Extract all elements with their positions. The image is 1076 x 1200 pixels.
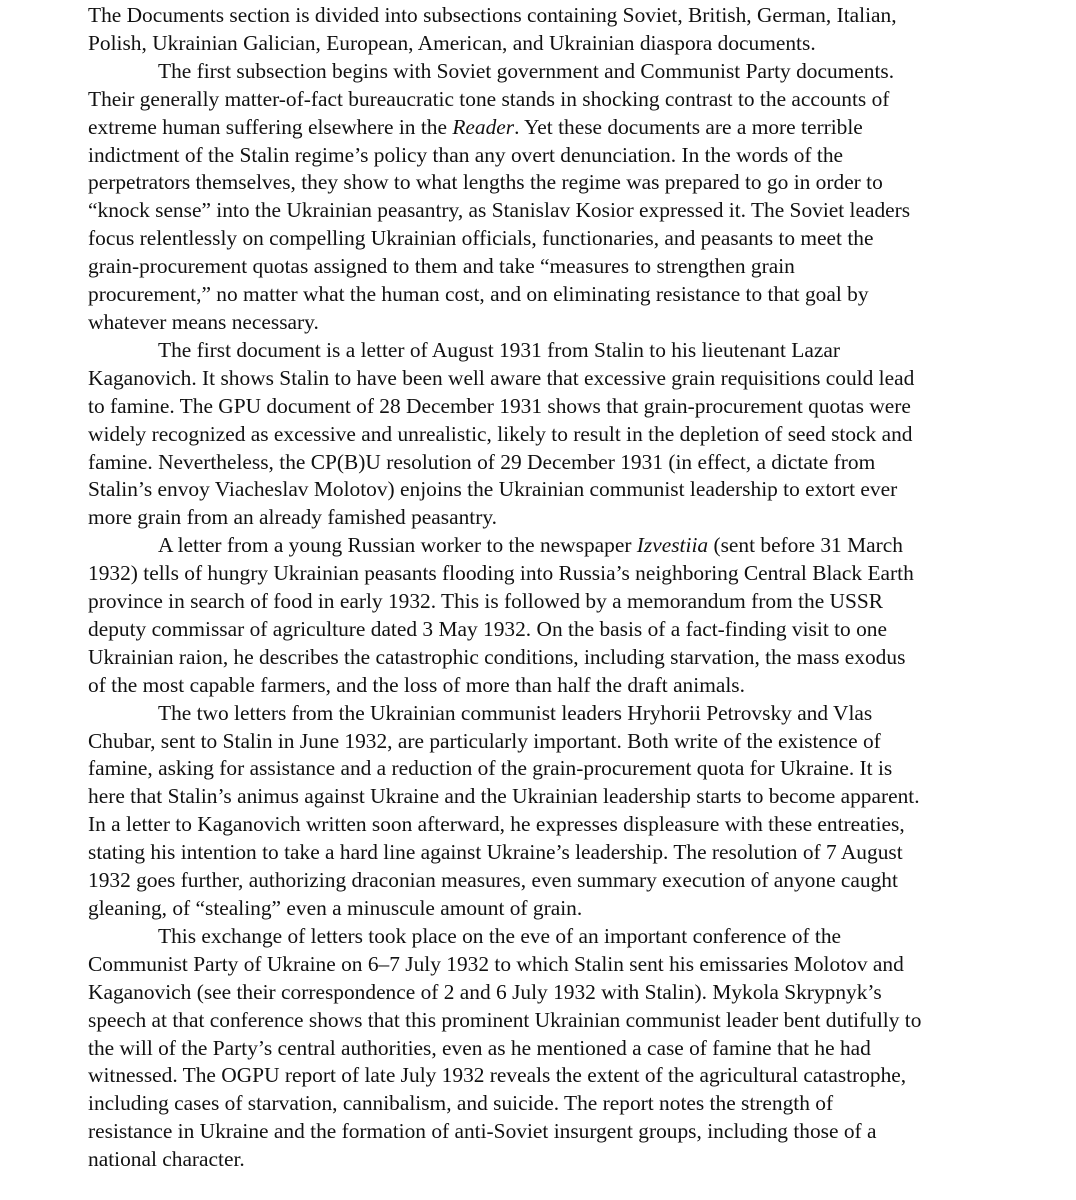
text-run: The Documents section is divided into subsections containing Soviet, British, German, Italian, xyxy=(88,3,897,27)
text-run: 1932 goes further, authorizing draconian measures, even summary execution of anyone caught xyxy=(88,868,898,893)
text-run: In a letter to Kaganovich written soon afterward, he expresses displeasure with these entreaties, xyxy=(88,812,905,837)
text-line xyxy=(88,1035,1028,1063)
text-run: gleaning, of “stealing” even a minuscule amount of grain. xyxy=(88,896,583,920)
text-run: stating his intention to take a hard line against Ukraine’s leadership. The resolution of 7 August xyxy=(88,840,903,865)
text-line xyxy=(88,197,1028,225)
text-run: widely recognized as excessive and unrealistic, likely to result in the depletion of seed stock and xyxy=(88,421,913,446)
text-run: Chubar, sent to Stalin in June 1932, are particularly important. Both write of the existence of xyxy=(88,728,881,753)
text-line xyxy=(88,672,1028,700)
text-run: whatever means necessary. xyxy=(88,309,319,334)
text-line xyxy=(88,616,1028,644)
text-run: witnessed. The OGPU report of late July 1932 reveals the extent of the agricultural catastrophe, xyxy=(88,1063,907,1088)
text-run: of the most capable farmers, and the loss of more than half the draft animals. xyxy=(88,672,745,697)
text-run: Their generally matter-of-fact bureaucratic tone stands in shocking contrast to the accounts of xyxy=(88,86,890,111)
text-line xyxy=(88,169,1028,197)
body-paragraph xyxy=(88,2,1028,58)
text-run: “knock sense” into the Ukrainian peasantry, as Stanislav Kosior expressed it. The Soviet leaders xyxy=(88,198,911,223)
text-line xyxy=(88,114,1028,142)
text-run: (sent before 31 March xyxy=(708,533,903,558)
italic-title: Reader xyxy=(452,114,515,139)
text-line xyxy=(88,58,1028,86)
italic-title: Izvestiia xyxy=(636,533,709,558)
text-line xyxy=(88,644,1028,672)
text-run: famine. Nevertheless, the CP(B)U resolution of 29 December 1931 (in effect, a dictate from xyxy=(88,449,876,474)
text-line xyxy=(88,86,1028,114)
text-line xyxy=(88,449,1028,477)
text-line xyxy=(88,951,1028,979)
text-line xyxy=(88,783,1028,811)
text-run: procurement,” no matter what the human cost, and on eliminating resistance to that goal by xyxy=(88,282,869,307)
text-line xyxy=(88,588,1028,616)
text-run: . Yet these documents are a more terrible xyxy=(514,114,863,139)
text-line xyxy=(88,225,1028,253)
text-line xyxy=(88,700,1028,728)
text-line xyxy=(88,1146,1028,1174)
text-line xyxy=(88,365,1028,393)
body-paragraph xyxy=(88,700,1028,923)
text-line xyxy=(88,253,1028,281)
text-line xyxy=(88,728,1028,756)
body-paragraph xyxy=(88,923,1028,1174)
text-run: grain-procurement quotas assigned to them and take “measures to strengthen grain xyxy=(88,254,795,279)
text-run: 1932) tells of hungry Ukrainian peasants flooding into Russia’s neighboring Central Black Earth xyxy=(88,561,914,586)
text-line xyxy=(88,923,1028,951)
text-run: resistance in Ukraine and the formation of anti-Soviet insurgent groups, including those of a xyxy=(88,1119,877,1144)
text-run: national character. xyxy=(88,1147,245,1172)
text-line xyxy=(88,30,1028,58)
text-line xyxy=(88,1090,1028,1118)
text-line xyxy=(88,309,1028,337)
text-run: The first document is a letter of August 1931 from Stalin to his lieutenant Lazar xyxy=(158,337,840,362)
text-line xyxy=(88,560,1028,588)
text-run: to famine. The GPU document of 28 December 1931 shows that grain-procurement quotas were xyxy=(88,393,911,418)
text-run: the will of the Party’s central authorities, even as he mentioned a case of famine that he had xyxy=(88,1035,871,1060)
text-line xyxy=(88,281,1028,309)
text-run: deputy commissar of agriculture dated 3 May 1932. On the basis of a fact-finding visit to one xyxy=(88,616,887,641)
text-run: The two letters from the Ukrainian communist leaders Hryhorii Petrovsky and Vlas xyxy=(158,700,873,725)
text-run: Ukrainian raion, he describes the catastrophic conditions, including starvation, the mass exodus xyxy=(88,644,906,669)
text-line xyxy=(88,504,1028,532)
text-run: focus relentlessly on compelling Ukrainian officials, functionaries, and peasants to meet the xyxy=(88,226,874,251)
text-line xyxy=(88,142,1028,170)
text-line xyxy=(88,1007,1028,1035)
text-run: Kaganovich (see their correspondence of 2 and 6 July 1932 with Stalin). Mykola Skrypnyk’s xyxy=(88,979,882,1004)
text-run: extreme human suffering elsewhere in the xyxy=(88,114,453,139)
text-run: The first subsection begins with Soviet government and Communist Party documents. xyxy=(158,58,895,83)
text-run: Communist Party of Ukraine on 6–7 July 1932 to which Stalin sent his emissaries Molotov and xyxy=(88,951,904,976)
body-paragraph xyxy=(88,337,1028,532)
text-line xyxy=(88,755,1028,783)
text-line xyxy=(88,476,1028,504)
body-paragraph xyxy=(88,58,1028,337)
text-line xyxy=(88,1062,1028,1090)
text-run: including cases of starvation, cannibalism, and suicide. The report notes the strength of xyxy=(88,1091,834,1116)
text-run: province in search of food in early 1932. This is followed by a memorandum from the USSR xyxy=(88,589,884,614)
text-run: Stalin’s envoy Viacheslav Molotov) enjoins the Ukrainian communist leadership to extort ever xyxy=(88,477,898,502)
text-line xyxy=(88,532,1028,560)
text-run: speech at that conference shows that this prominent Ukrainian communist leader bent dutifully to xyxy=(88,1007,922,1032)
text-line xyxy=(88,867,1028,895)
text-run: more grain from an already famished peasantry. xyxy=(88,505,498,530)
text-line xyxy=(88,1118,1028,1146)
text-run: Polish, Ukrainian Galician, European, American, and Ukrainian diaspora documents. xyxy=(88,30,816,55)
text-run: famine, asking for assistance and a reduction of the grain-procurement quota for Ukraine. It is xyxy=(88,756,893,781)
text-run: here that Stalin’s animus against Ukraine and the Ukrainian leadership starts to become apparent. xyxy=(88,784,920,809)
text-line xyxy=(88,421,1028,449)
text-line xyxy=(88,2,1028,30)
text-line xyxy=(88,393,1028,421)
text-run: Kaganovich. It shows Stalin to have been well aware that excessive grain requisitions could lead xyxy=(88,365,915,390)
text-run: perpetrators themselves, they show to what lengths the regime was prepared to go in order to xyxy=(88,170,883,195)
text-run: This exchange of letters took place on the eve of an important conference of the xyxy=(158,923,842,948)
text-run: A letter from a young Russian worker to the newspaper xyxy=(158,533,637,558)
text-line xyxy=(88,811,1028,839)
text-line xyxy=(88,895,1028,923)
text-line xyxy=(88,337,1028,365)
text-line xyxy=(88,839,1028,867)
text-run: indictment of the Stalin regime’s policy than any overt denunciation. In the words of the xyxy=(88,142,844,167)
text-line xyxy=(88,979,1028,1007)
body-paragraph xyxy=(88,532,1028,699)
